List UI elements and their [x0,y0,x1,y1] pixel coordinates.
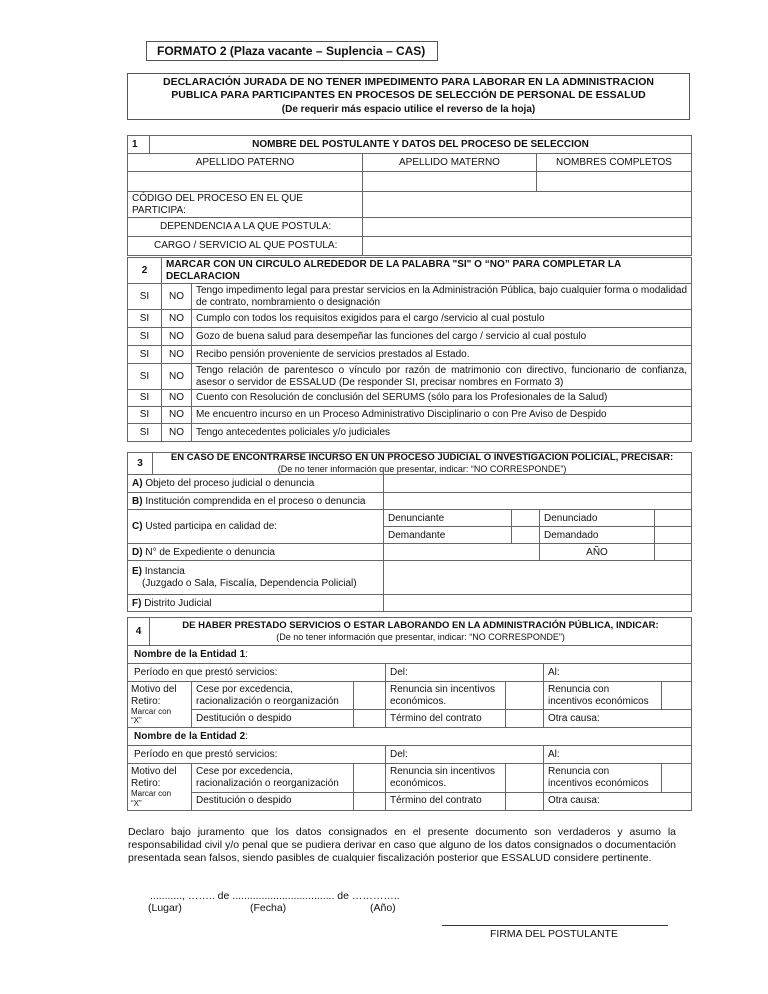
apellido-materno-field[interactable] [363,172,537,192]
codigo-proceso-field[interactable] [363,192,692,218]
si-option[interactable]: SI [128,407,162,424]
marcar-2-line-1: Marcar con [131,789,172,799]
expediente-field[interactable] [384,544,540,561]
motivo-1-label [128,682,192,728]
renuncia-sin-1-line-1: Renuncia sin incentivos [390,684,496,696]
destitucion-1-label: Destitución o despido [192,710,354,728]
declaration-text: Declaro bajo juramento que los datos consignados en el presente documento son verdaderos y asumo la responsabilidad civil y/o penal que se pudiera derivar en caso que alguno de los datos consignados o documentación presentada sean falsos, siendo pasibles de cualquier fiscalización posterior que ESSALUD considere pertinente. [128,826,676,865]
renuncia-sin-1-checkbox[interactable] [506,682,544,710]
entidad-2-row[interactable] [128,728,692,746]
al-2-label: Al: [548,749,560,761]
si-option[interactable]: SI [128,284,162,310]
marcar-2-line-2: “X” [131,798,142,808]
no-option[interactable]: NO [162,284,192,310]
renuncia-con-2-checkbox[interactable] [662,764,692,792]
row-c-text: Usted participa en calidad de: [142,521,278,533]
no-option[interactable]: NO [162,424,192,442]
row-a-label [128,475,384,493]
otra-causa-2-field[interactable] [544,792,692,810]
del-1-label: Del: [390,666,408,678]
motivo-2-label [128,764,192,810]
termino-1-checkbox[interactable] [506,710,544,728]
renuncia-sin-1-label [386,682,506,710]
renuncia-sin-2-line-2: económicos. [390,777,447,789]
title-line-1: DECLARACIÓN JURADA DE NO TENER IMPEDIMENTO PARA LABORAR EN LA ADMINISTRACION [163,76,654,88]
otra-causa-1-label: Otra causa: [548,713,600,725]
renuncia-sin-2-line-1: Renuncia sin incentivos [390,766,496,778]
section-4-title: DE HABER PRESTADO SERVICIOS O ESTAR LABORANDO EN LA ADMINISTRACIÓN PÚBLICA, INDICAR: [182,619,659,631]
destitucion-2-label: Destitución o despido [192,792,354,810]
section-4-number: 4 [128,618,150,646]
motivo-1-line-2: Retiro: [131,695,161,707]
cese-2-line-1: Cese por excedencia, [196,766,293,778]
no-option[interactable]: NO [162,346,192,364]
otra-causa-2-label: Otra causa: [548,795,600,807]
row-e-sub: (Juzgado o Sala, Fiscalía, Dependencia Policial) [142,577,357,589]
signature-line[interactable] [442,925,668,926]
codigo-proceso-label: CÓDIGO DEL PROCESO EN EL QUE PARTICIPA: [128,192,363,218]
declaration-item: Tengo antecedentes policiales y/o judiciales [192,424,692,442]
demandado-label: Demandado [540,527,655,544]
cargo-field[interactable] [363,237,692,256]
nombres-header: NOMBRES COMPLETOS [537,154,692,172]
cese-2-checkbox[interactable] [354,764,386,792]
row-f-label [128,595,384,612]
row-a-field[interactable] [384,475,692,493]
row-b-text: Institución comprendida en el proceso o denuncia [142,495,366,507]
denunciante-checkbox[interactable] [512,510,540,527]
termino-2-checkbox[interactable] [506,792,544,810]
row-a-text: Objeto del proceso judicial o denuncia [142,478,315,490]
destitucion-2-checkbox[interactable] [354,792,386,810]
renuncia-sin-2-checkbox[interactable] [506,764,544,792]
letter-f: F) [132,597,142,609]
renuncia-con-2-label [544,764,662,792]
renuncia-con-1-line-1: Renuncia con [548,684,610,696]
si-option[interactable]: SI [128,390,162,407]
si-option[interactable]: SI [128,424,162,442]
apellido-paterno-field[interactable] [128,172,363,192]
anio-footer-label: (Año) [370,902,396,914]
si-option[interactable]: SI [128,310,162,328]
section-1-number: 1 [128,136,150,154]
renuncia-con-2-line-1: Renuncia con [548,766,610,778]
no-option[interactable]: NO [162,407,192,424]
cese-1-checkbox[interactable] [354,682,386,710]
anio-field[interactable] [655,544,692,561]
row-c-label [128,510,384,544]
fecha-label: (Fecha) [250,902,287,914]
letter-d: D) [132,546,143,558]
section-2-number: 2 [128,258,162,284]
cese-1-line-1: Cese por excedencia, [196,684,293,696]
section-3-subtitle: (De no tener información que presentar, indicar: “NO CORRESPONDE”) [277,463,567,474]
row-e-label [128,561,384,595]
anio-label: AÑO [540,544,655,561]
renuncia-sin-2-label [386,764,506,792]
cese-1-label [192,682,354,710]
renuncia-con-1-checkbox[interactable] [662,682,692,710]
letter-c: C) [132,521,143,533]
dependencia-field[interactable] [363,218,692,237]
section-4-table [127,617,692,811]
del-2-field[interactable] [386,746,544,764]
entidad-1-colon: : [245,648,248,660]
section-3-number: 3 [128,453,153,475]
declaration-item: Recibo pensión proveniente de servicios prestados al Estado. [192,346,692,364]
demandante-checkbox[interactable] [512,527,540,544]
si-option[interactable]: SI [128,346,162,364]
al-1-label: Al: [548,666,560,678]
row-e-text: Instancia [142,566,185,578]
firma-label: FIRMA DEL POSTULANTE [490,928,618,940]
letter-a: A) [132,478,143,490]
row-d-text: N° de Expediente o denuncia [142,546,275,558]
title-note: (De requerir más espacio utilice el reverso de la hoja) [281,104,536,115]
letter-e: E) [132,566,142,578]
termino-1-label: Término del contrato [386,710,506,728]
letter-b: B) [132,495,143,507]
si-option[interactable]: SI [128,328,162,346]
section-4-subtitle: (De no tener información que presentar, indicar: “NO CORRESPONDE”) [276,631,565,642]
no-option[interactable]: NO [162,364,192,390]
marcar-1-line-2: “X” [131,716,142,726]
row-b-label [128,493,384,510]
section-2-table [127,257,692,442]
denunciado-label: Denunciado [540,510,655,527]
motivo-2-line-1: Motivo del [131,766,177,778]
entidad-2-label: Nombre de la Entidad 2 [134,731,246,743]
demandado-checkbox[interactable] [655,527,692,544]
declaration-item: Tengo relación de parentesco o vínculo por razón de matrimonio con directivo, funcionario de confianza, asesor o servidor de ESSALUD (De responder SI, precisar nombres en Formato 3) [192,364,692,390]
destitucion-1-checkbox[interactable] [354,710,386,728]
cese-2-label [192,764,354,792]
otra-causa-1-field[interactable] [544,710,692,728]
declaration-item: Me encuentro incurso en un Proceso Administrativo Disciplinario o con Pre Aviso de Despido [192,407,692,424]
section-2-title: MARCAR CON UN CIRCULO ALREDEDOR DE LA PALABRA "SI" O “NO” PARA COMPLETAR LA DECLARACION [162,258,692,284]
section-3-table [127,452,692,612]
del-2-label: Del: [390,749,408,761]
row-b-field[interactable] [384,493,692,510]
declaration-title-box [127,73,690,120]
no-option[interactable]: NO [162,390,192,407]
formato-header [146,41,438,61]
denunciado-checkbox[interactable] [655,510,692,527]
row-f-field[interactable] [384,595,692,612]
renuncia-sin-1-line-2: económicos. [390,695,447,707]
cese-2-line-2: racionalización o reorganización [196,777,339,789]
formato-label: FORMATO 2 (Plaza vacante – Suplencia – CAS) [157,44,426,58]
no-option[interactable]: NO [162,328,192,346]
renuncia-con-2-line-2: incentivos económicos [548,777,649,789]
cese-1-line-2: racionalización o reorganización [196,695,339,707]
lugar-label: (Lugar) [148,902,182,914]
demandante-label: Demandante [384,527,512,544]
date-line[interactable]: ..........., …….. de ................................... de ………….. [150,890,400,902]
al-1-field[interactable] [544,664,692,682]
no-option[interactable]: NO [162,310,192,328]
termino-2-label: Término del contrato [386,792,506,810]
entidad-2-colon: : [245,731,248,743]
denunciante-label: Denunciante [384,510,512,527]
declaration-item: Cuento con Resolución de conclusión del SERUMS (sólo para los Profesionales de la Salud) [192,390,692,407]
marcar-1-line-1: Marcar con [131,707,172,716]
row-e-field[interactable] [384,561,692,595]
periodo-1-label: Período en que prestó servicios: [128,664,386,682]
motivo-1-line-1: Motivo del [131,684,177,695]
cargo-label: CARGO / SERVICIO AL QUE POSTULA: [128,237,363,256]
section-1-title: NOMBRE DEL POSTULANTE Y DATOS DEL PROCESO DE SELECCION [150,136,692,154]
declaration-item: Gozo de buena salud para desempeñar las funciones del cargo / servicio al cual postulo [192,328,692,346]
renuncia-con-1-line-2: incentivos económicos [548,695,649,707]
declaration-item: Cumplo con todos los requisitos exigidos para el cargo /servicio al cual postulo [192,310,692,328]
section-3-title: EN CASO DE ENCONTRARSE INCURSO EN UN PROCESO JUDICIAL O INVESTIGACION POLICIAL, PRECISAR: [170,452,674,463]
nombres-field[interactable] [537,172,692,192]
apellido-materno-header: APELLIDO MATERNO [363,154,537,172]
si-option[interactable]: SI [128,364,162,390]
del-1-field[interactable] [386,664,544,682]
entidad-1-row[interactable] [128,646,692,664]
al-2-field[interactable] [544,746,692,764]
apellido-paterno-header: APELLIDO PATERNO [128,154,363,172]
dependencia-label: DEPENDENCIA A LA QUE POSTULA: [128,218,363,237]
periodo-2-label: Período en que prestó servicios: [128,746,386,764]
motivo-2-line-2: Retiro: [131,777,161,789]
declaration-item: Tengo impedimento legal para prestar servicios en la Administración Pública, bajo cualquier forma o modalidad de contrato, nombramiento o designación [192,284,692,310]
entidad-1-label: Nombre de la Entidad 1 [134,648,246,660]
section-1-table [127,135,692,256]
row-f-text: Distrito Judicial [141,597,212,609]
row-d-label [128,544,384,561]
renuncia-con-1-label [544,682,662,710]
title-line-2: PUBLICA PARA PARTICIPANTES EN PROCESOS DE SELECCIÓN DE PERSONAL DE ESSALUD [171,89,646,101]
